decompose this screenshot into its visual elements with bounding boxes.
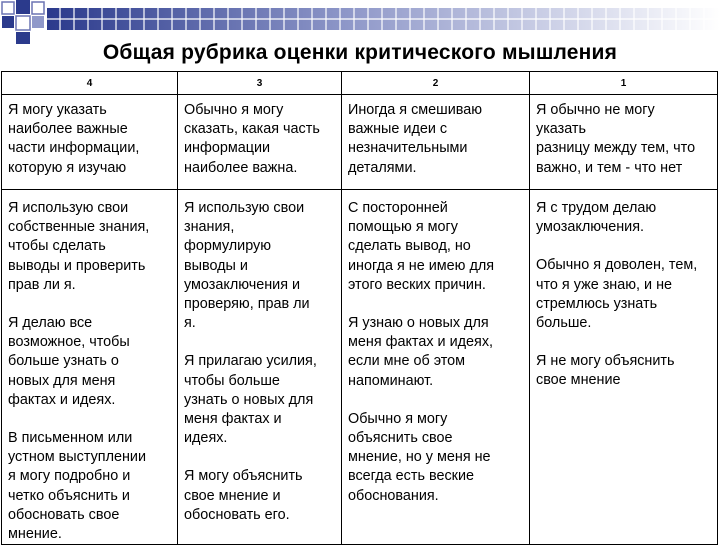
cell-text: Я могу объяснить свое мнение и обосновать его. — [184, 468, 303, 523]
cell-text: Я прилагаю усилия, чтобы больше узнать о новых для меня фактах и идеях. — [184, 353, 317, 447]
cell-text: Обычно я доволен, тем, что я уже знаю, и не стремлюсь узнать больше. — [536, 257, 698, 332]
cell-text: Я делаю все возможное, чтобы больше узнать о новых для меня фактах и идеях. — [8, 315, 130, 408]
rubric-table — [1, 71, 718, 545]
column-header-1: 1 — [530, 72, 718, 95]
table-row — [2, 95, 718, 190]
cell-text: Я могу указать наиболее важные части информации, которую я изучаю — [8, 102, 140, 176]
header-row — [2, 72, 718, 95]
table-row — [2, 190, 718, 545]
rubric-cell — [342, 95, 530, 190]
rubric-cell — [178, 95, 342, 190]
cell-text: Я узнаю о новых для меня фактах и идеях, если мне об этом напоминают. — [348, 315, 494, 389]
rubric-cell — [2, 95, 178, 190]
column-header-3: 3 — [178, 72, 342, 95]
cell-text: Я не могу объяснить свое мнение — [536, 353, 675, 389]
cell-text: Я с трудом делаю умозаключения. — [536, 200, 657, 236]
rubric-cell — [2, 190, 178, 545]
cell-text: Обычно я могу объяснить свое мнение, но у меня не всегда есть веские обоснования. — [348, 410, 491, 504]
cell-text: Я обычно не могу указать разницу между тем, что важно, и тем - что нет — [536, 102, 696, 176]
cell-text: Обычно я могу сказать, какая часть информации наиболее важна. — [184, 102, 320, 176]
rubric-cell — [530, 95, 718, 190]
decorative-squares-icon — [2, 0, 44, 44]
page-title: Общая рубрика оценки критического мышления — [102, 41, 618, 64]
cell-text: Иногда я смешиваю важные идеи с незначительными деталями. — [348, 102, 483, 176]
rubric-cell — [178, 190, 342, 545]
cell-text: Я использую свои собственные знания, чтобы сделать выводы и проверить прав ли я. — [8, 200, 150, 293]
column-header-4: 4 — [2, 72, 178, 95]
rubric-cell — [342, 190, 530, 545]
cell-text: С посторонней помощью я могу сделать вывод, но иногда я не имею для этого веских причин. — [348, 200, 495, 293]
cell-text: Я использую свои знания, формулирую выводы и умозаключения и проверяю, прав ли я. — [184, 200, 310, 332]
rubric-cell — [530, 190, 718, 545]
cell-text: В письменном или устном выступлении я могу подробно и четко объяснить и обосновать свое мнение. — [8, 430, 147, 543]
column-header-2: 2 — [342, 72, 530, 95]
